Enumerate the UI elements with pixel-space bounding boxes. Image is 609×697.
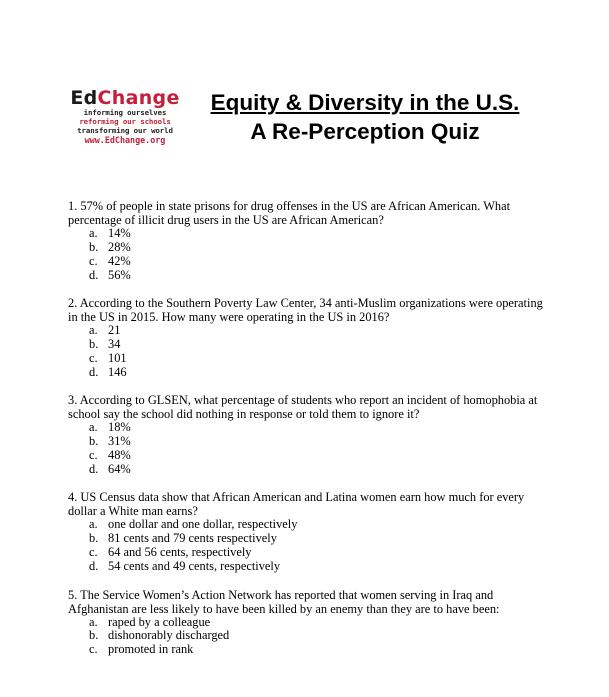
logo-tagline-3: transforming our world — [77, 126, 173, 135]
question-text: 3. According to GLSEN, what percentage of students who report an incident of homophobia at school say the school did nothing in response or told them to ignore it? — [68, 393, 538, 422]
option-d — [89, 463, 548, 477]
option-d — [89, 366, 548, 380]
option-text: 31% — [108, 434, 131, 449]
option-d — [89, 560, 548, 574]
logo-tagline-2: reforming our schools — [79, 117, 171, 126]
option-text: dishonorably discharged — [108, 628, 230, 643]
option-letter: c. — [89, 642, 98, 657]
option-letter: a. — [89, 226, 98, 240]
logo-wordmark-ed: Ed — [70, 87, 98, 109]
option-text: promoted in rank — [108, 642, 194, 657]
question-5 — [68, 588, 548, 658]
question-3 — [68, 393, 548, 477]
quiz-questions — [68, 199, 548, 671]
option-b — [89, 629, 548, 643]
option-text: 54 cents and 49 cents, respectively — [108, 559, 281, 574]
option-letter: b. — [89, 434, 99, 449]
logo-url-ed: Ed — [104, 135, 115, 145]
question-text: 4. US Census data show that African American and Latina women earn how much for every dollar a White man earns? — [68, 490, 525, 519]
option-text: 146 — [108, 364, 127, 379]
logo-url-change: Change — [114, 135, 146, 145]
logo-url — [69, 135, 181, 145]
option-letter: b. — [89, 337, 99, 352]
option-letter: d. — [89, 364, 99, 379]
option-list — [68, 421, 548, 477]
option-c — [89, 643, 548, 657]
option-text: one dollar and one dollar, respectively — [108, 517, 298, 532]
option-text: 21 — [108, 323, 121, 338]
option-a — [89, 616, 548, 630]
option-c — [89, 352, 548, 366]
question-text: 1. 57% of people in state prisons for drug offenses in the US are African American. What percentage of illicit drug users in the US are African American? — [68, 199, 511, 227]
option-letter: a. — [89, 614, 98, 629]
option-letter: c. — [89, 350, 98, 365]
option-list — [68, 324, 548, 380]
option-letter: c. — [89, 448, 98, 463]
option-text: 81 cents and 79 cents respectively — [108, 531, 277, 546]
option-letter: c. — [89, 545, 98, 560]
option-letter: a. — [89, 517, 98, 532]
option-letter: d. — [89, 559, 99, 574]
question-2 — [68, 296, 548, 380]
question-1 — [68, 199, 548, 283]
option-b — [89, 338, 548, 352]
page-title — [190, 88, 540, 146]
option-b — [89, 241, 548, 255]
logo-url-suffix: .org — [145, 135, 166, 145]
question-text: 2. According to the Southern Poverty Law Center, 34 anti-Muslim organizations were operating in the US in 2015. How many were operating in the US in 2016? — [68, 296, 543, 325]
option-letter: b. — [89, 239, 99, 254]
option-text: 14% — [108, 226, 131, 240]
option-letter: d. — [89, 267, 99, 282]
option-list — [68, 616, 548, 658]
option-list — [68, 227, 548, 283]
option-text: 101 — [108, 350, 127, 365]
option-letter: a. — [89, 420, 98, 435]
option-a — [89, 421, 548, 435]
option-d — [89, 269, 548, 283]
option-text: 28% — [108, 239, 131, 254]
option-text: 56% — [108, 267, 131, 282]
option-text: 64% — [108, 461, 131, 476]
document-header — [0, 0, 609, 160]
option-c — [89, 255, 548, 269]
option-c — [89, 546, 548, 560]
option-text: raped by a colleague — [108, 614, 211, 629]
title-line-2: A Re-Perception Quiz — [250, 119, 480, 144]
option-c — [89, 449, 548, 463]
option-text: 18% — [108, 420, 131, 435]
question-4 — [68, 490, 548, 574]
option-letter: a. — [89, 323, 98, 338]
option-b — [89, 435, 548, 449]
option-letter: b. — [89, 531, 99, 546]
option-letter: c. — [89, 253, 98, 268]
logo-wordmark — [69, 88, 181, 108]
option-text: 48% — [108, 448, 131, 463]
option-text: 42% — [108, 253, 131, 268]
option-letter: d. — [89, 461, 99, 476]
logo-url-prefix: www. — [84, 135, 105, 145]
question-text: 5. The Service Women’s Action Network has reported that women serving in Iraq and Afghanistan are less likely to have been killed by an enemy than they are to have been: — [68, 587, 500, 616]
logo-tagline-1: informing ourselves — [83, 108, 167, 117]
logo-wordmark-change: Change — [97, 87, 180, 109]
option-text: 34 — [108, 337, 121, 352]
option-a — [89, 324, 548, 338]
title-line-1: Equity & Diversity in the U.S. — [210, 90, 520, 115]
option-letter: b. — [89, 628, 99, 643]
option-b — [89, 532, 548, 546]
edchange-logo — [69, 88, 181, 145]
option-list — [68, 518, 548, 574]
option-text: 64 and 56 cents, respectively — [108, 545, 252, 560]
option-a — [89, 518, 548, 532]
option-a — [89, 227, 548, 241]
